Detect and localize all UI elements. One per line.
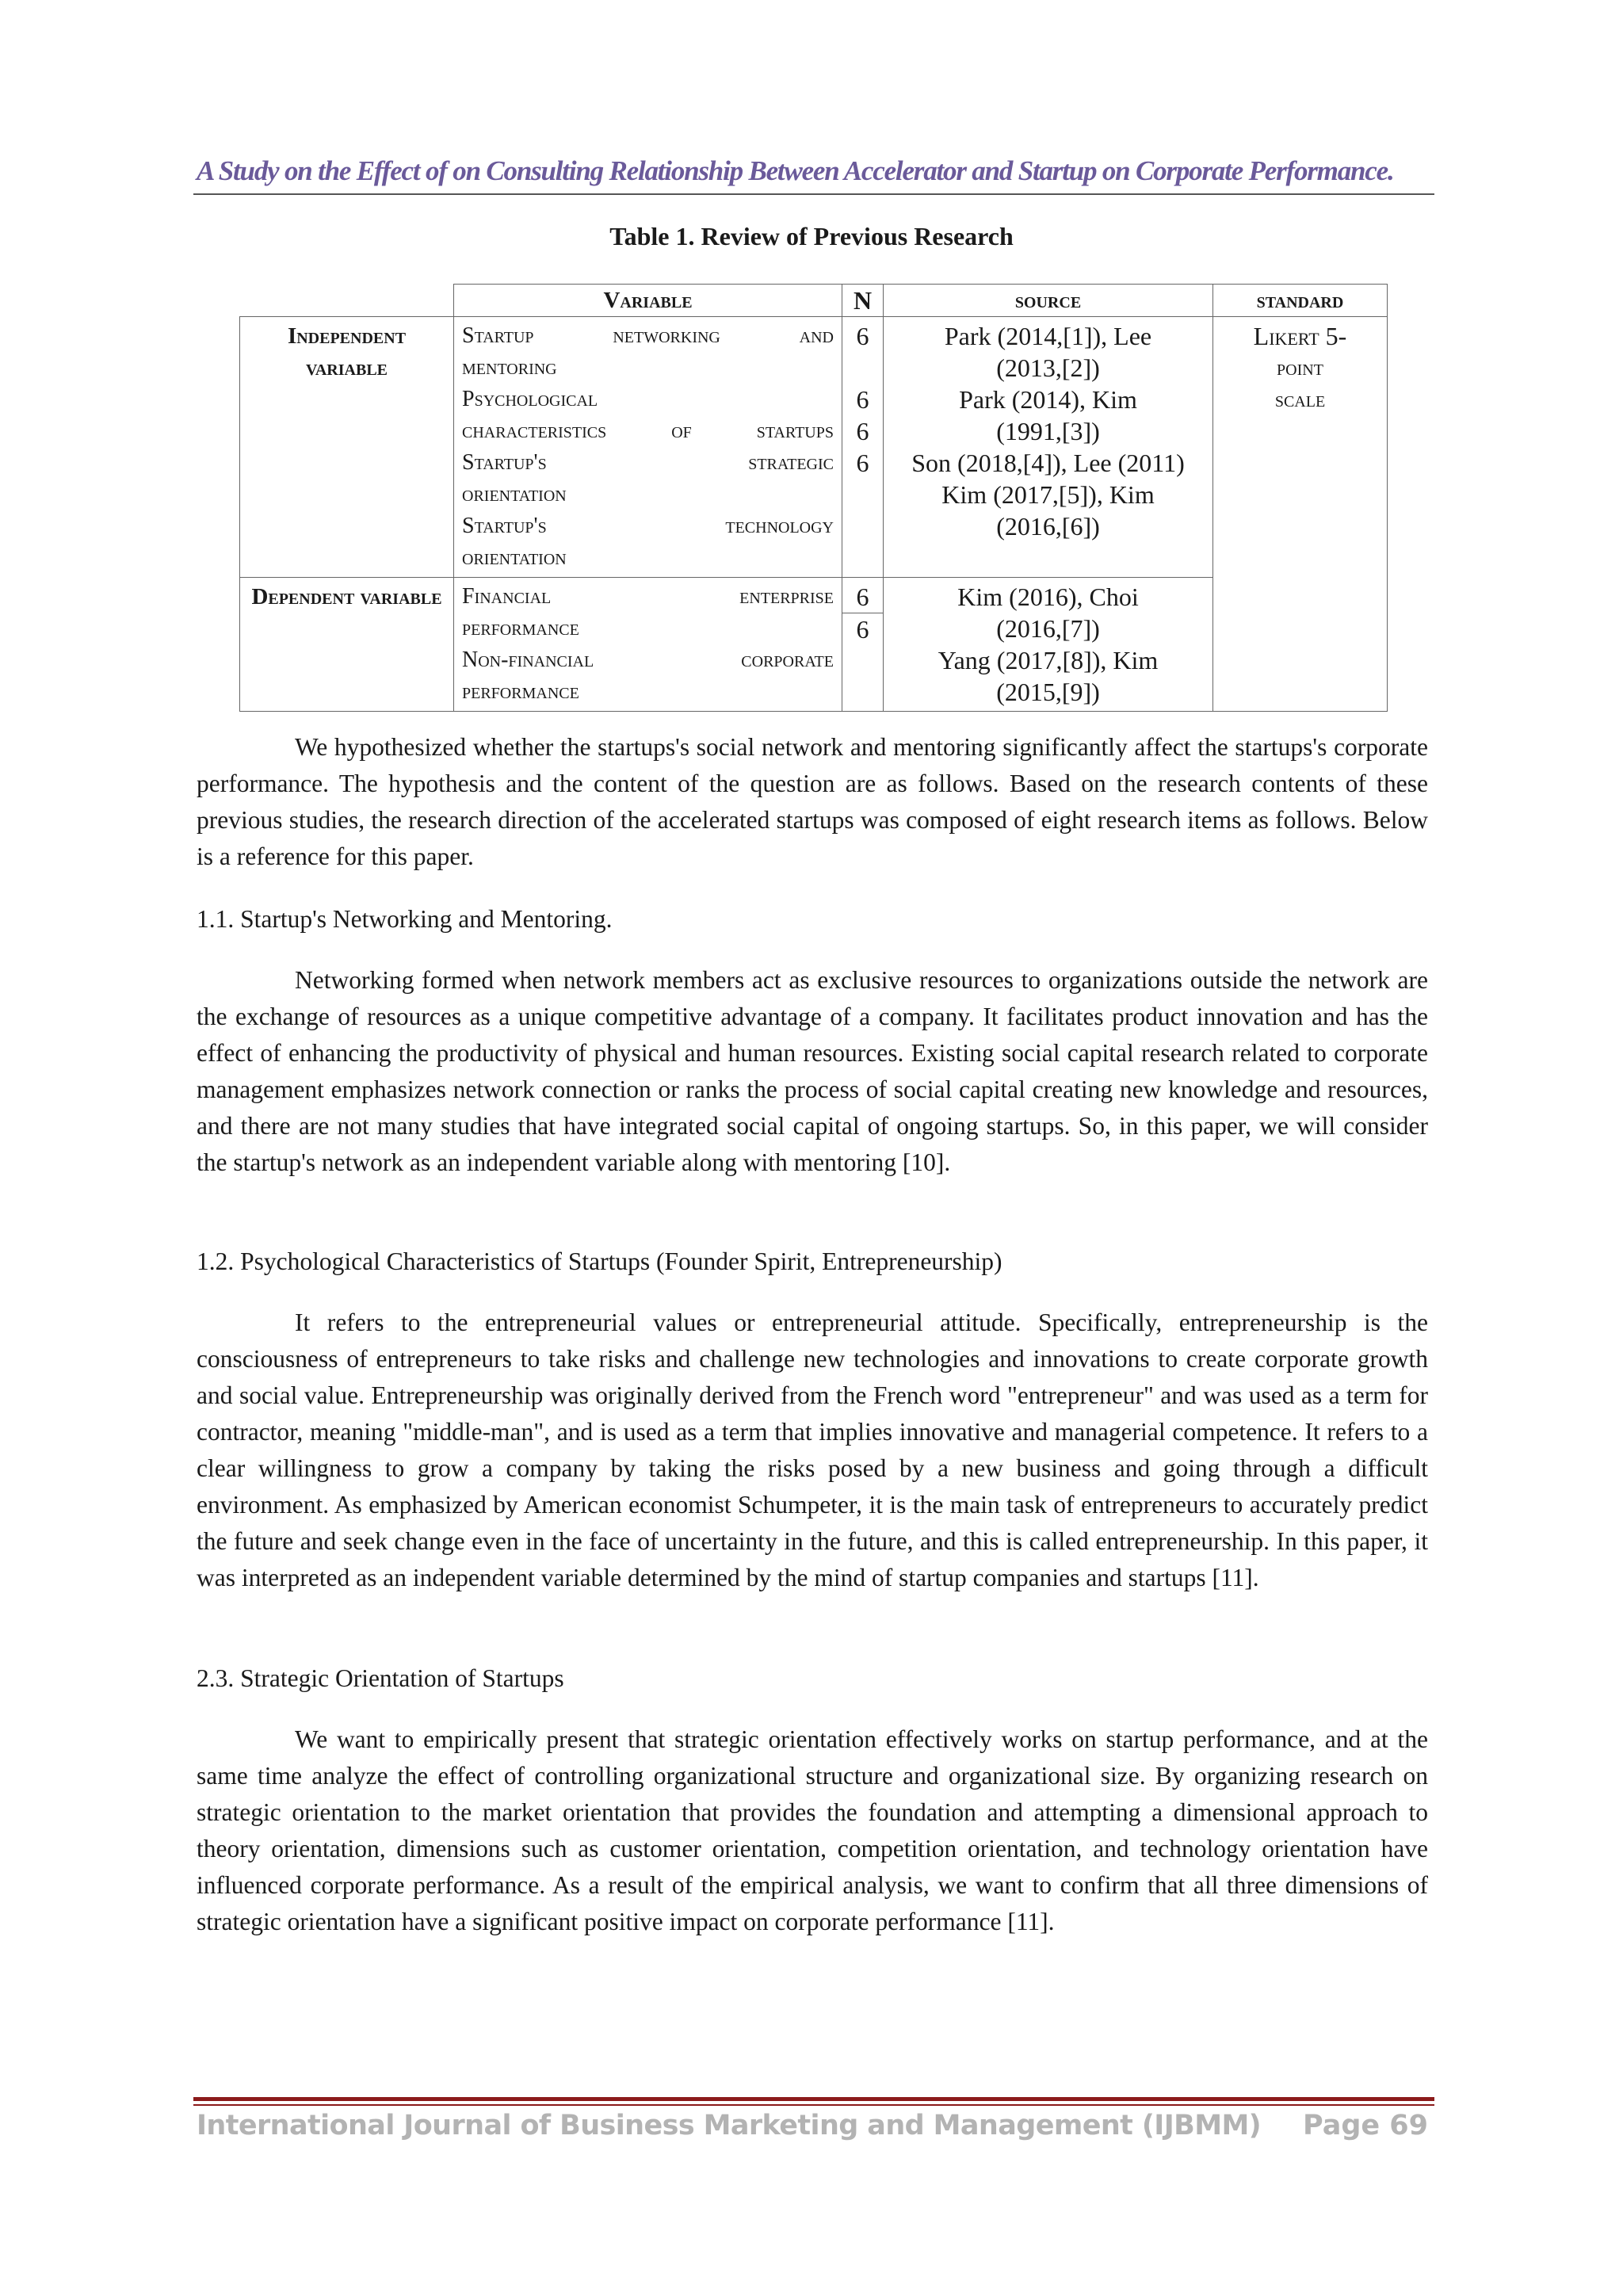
n-value: 6 bbox=[842, 613, 883, 645]
source-line: (2013,[2]) bbox=[996, 353, 1100, 382]
independent-n-cell bbox=[842, 317, 884, 578]
variable-line: orientation bbox=[462, 545, 567, 570]
standard-line: point bbox=[1277, 355, 1323, 380]
header-n: N bbox=[842, 285, 884, 317]
source-line: (2016,[7]) bbox=[996, 614, 1100, 643]
table-row bbox=[240, 317, 1388, 578]
dependent-sources-cell bbox=[884, 578, 1213, 712]
variable-line: mentoring bbox=[462, 355, 557, 380]
section-2-3-block bbox=[197, 1721, 1428, 1940]
header-rule bbox=[193, 193, 1434, 195]
footer-journal-name: International Journal of Business Marketing and Management (IJBMM) bbox=[197, 2110, 1262, 2141]
source-line: (1991,[3]) bbox=[996, 417, 1100, 445]
section-1-1-block bbox=[197, 962, 1428, 1181]
dependent-variables-cell bbox=[454, 578, 842, 712]
footer-rule-thin bbox=[193, 2104, 1434, 2106]
source-line: (2016,[6]) bbox=[996, 512, 1100, 541]
n-value bbox=[842, 352, 883, 384]
variable-line: Psychological bbox=[462, 387, 598, 411]
section-1-1-paragraph: Networking formed when network members act as exclusive resources to organizations outside the network are the exchange of resources as a unique competitive advantage of a company. It facilitates product innovation and has the effect of enhancing the productivity of physical and human resources. Existing social capital research related to corporate management emphasizes network connection or ranks the process of social capital creating new knowledge and resources, and there are not many studies that have integrated social capital of ongoing startups. So, in this paper, we will consider the startup's network as an independent variable along with mentoring [10]. bbox=[197, 966, 1428, 1176]
section-2-3-paragraph: We want to empirically present that strategic orientation effectively works on startup performance, and at the same time analyze the effect of controlling organizational structure and organizational size. By organizing research on strategic orientation to the market orientation that provides the foundation and attempting a dimensional approach to theory orientation, dimensions such as customer orientation, competition orientation, and technology orientation have influenced corporate performance. As a result of the empirical analysis, we want to confirm that all three dimensions of strategic orientation have a significant positive impact on corporate performance [11]. bbox=[197, 1725, 1428, 1935]
n-value: 6 bbox=[856, 322, 869, 350]
section-1-2-paragraph: It refers to the entrepreneurial values or entrepreneurial attitude. Specifically, entrepreneurship is the consciousness of entrepreneurs to take risks and challenge new technologies and innovations to create corporate growth and social value. Entrepreneurship was originally derived from the French word "entrepreneur" and was used as a term for contractor, meaning "middle-man", and is used as a term that implies innovative and managerial competence. It refers to a clear willingness to grow a company by taking the risks posed by a new business and going through a difficult environment. As emphasized by American economist Schumpeter, it is the main task of entrepreneurs to accurately predict the future and seek change even in the face of uncertainty in the future, and this is called entrepreneurship. In this paper, it was interpreted as an independent variable determined by the mind of startup companies and startups [11]. bbox=[197, 1308, 1428, 1591]
table-caption: Table 1. Review of Previous Research bbox=[609, 222, 1014, 250]
source-line: (2015,[9]) bbox=[996, 678, 1100, 706]
variable-line: Startup's strategic bbox=[462, 450, 834, 475]
dependent-n-cell bbox=[842, 578, 884, 712]
n-value: 6 bbox=[856, 385, 869, 414]
source-line: Kim (2016), Choi bbox=[957, 583, 1139, 611]
standard-line: Likert 5- bbox=[1253, 322, 1347, 350]
source-line: Park (2014,[1]), Lee bbox=[944, 322, 1152, 350]
intro-paragraph-block bbox=[197, 729, 1428, 875]
footer-rule bbox=[193, 2097, 1434, 2101]
variable-line: Financial enterprise bbox=[462, 584, 834, 609]
n-value: 6 bbox=[856, 583, 869, 611]
independent-sources-cell bbox=[884, 317, 1213, 578]
n-value: 6 bbox=[856, 417, 869, 445]
row-label-text: Independent variable bbox=[287, 323, 407, 380]
variable-line: performance bbox=[462, 616, 579, 640]
variable-line: Startup networking and bbox=[462, 323, 834, 348]
section-heading-2-3: 2.3. Strategic Orientation of Startups bbox=[197, 1664, 564, 1692]
intro-paragraph: We hypothesized whether the startups's social network and mentoring significantly affect the startups's corporate performance. The hypothesis and the content of the question are as follows. Based on the research contents of these previous studies, the research direction of the accelerated startups was composed of eight research items as follows. Below is a reference for this paper. bbox=[197, 733, 1428, 870]
source-line: Kim (2017,[5]), Kim bbox=[941, 480, 1155, 509]
footer-page-number: Page 69 bbox=[1302, 2110, 1428, 2141]
variable-line: Non-financial corporate bbox=[462, 648, 834, 672]
row-label-text: Dependent variable bbox=[251, 584, 442, 609]
variable-line: characteristics of startups bbox=[462, 418, 834, 443]
header-empty bbox=[240, 285, 454, 317]
table-header-row bbox=[240, 285, 1388, 317]
review-table bbox=[239, 284, 1388, 712]
dependent-variable-label bbox=[240, 578, 454, 712]
standard-line: scale bbox=[1274, 387, 1326, 412]
running-head: A Study on the Effect of on Consulting Relationship Between Accelerator and Startup on Corporate Performance. bbox=[197, 155, 1394, 186]
variable-line: performance bbox=[462, 679, 579, 704]
source-line: Park (2014), Kim bbox=[959, 385, 1137, 414]
source-line: Yang (2017,[8]), Kim bbox=[938, 646, 1159, 674]
variable-line: Startup's technology bbox=[462, 514, 834, 538]
variable-line: orientation bbox=[462, 482, 567, 506]
independent-variable-label bbox=[240, 317, 454, 578]
independent-variables-cell bbox=[454, 317, 842, 578]
section-heading-1-1: 1.1. Startup's Networking and Mentoring. bbox=[197, 905, 613, 933]
section-1-2-block bbox=[197, 1305, 1428, 1596]
standard-cell bbox=[1213, 317, 1388, 712]
header-source: source bbox=[884, 285, 1213, 317]
n-value: 6 bbox=[856, 449, 869, 477]
header-variable: Variable bbox=[454, 285, 842, 317]
section-heading-1-2: 1.2. Psychological Characteristics of Startups (Founder Spirit, Entrepreneurship) bbox=[197, 1247, 1002, 1275]
header-standard: standard bbox=[1213, 285, 1388, 317]
source-line: Son (2018,[4]), Lee (2011) bbox=[911, 449, 1185, 477]
